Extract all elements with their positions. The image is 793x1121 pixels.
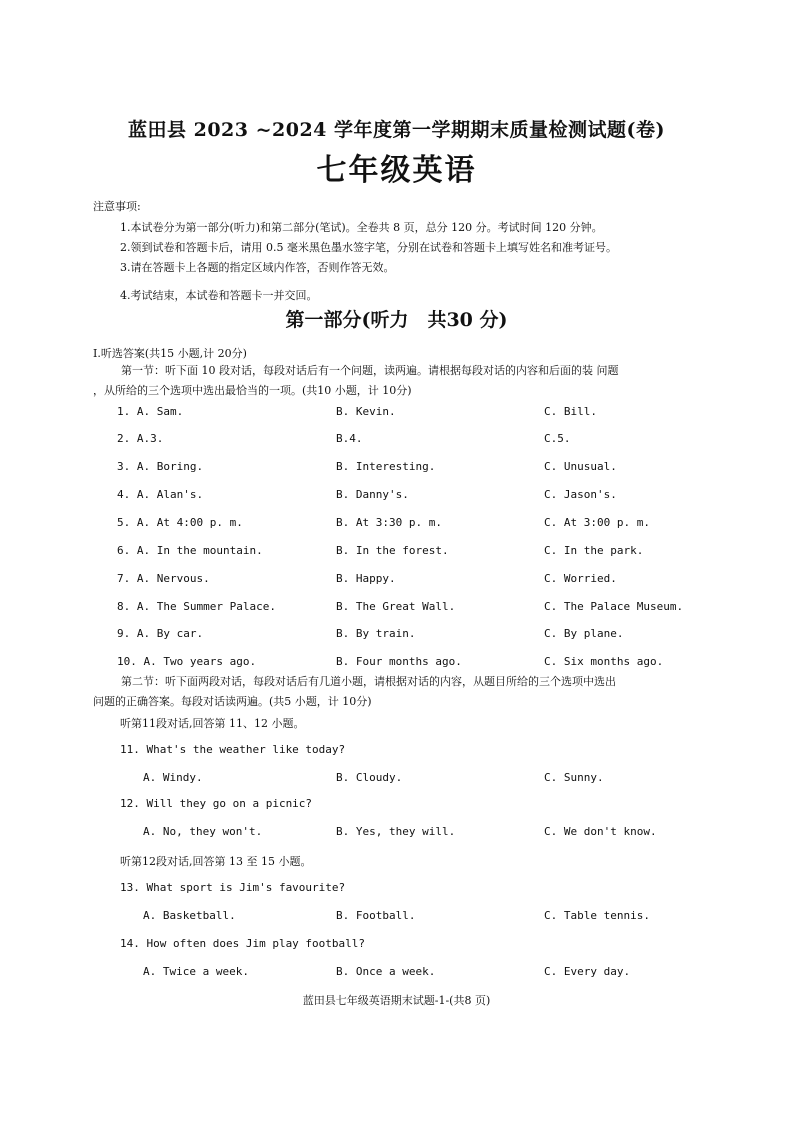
option-b: B.4. [336, 432, 363, 445]
option-b: B. At 3:30 p. m. [336, 516, 442, 529]
question-row [0, 655, 793, 673]
option-a: 9. A. By car. [117, 627, 204, 640]
question-row [0, 516, 793, 534]
question-text: 13. What sport is Jim's favourite? [120, 881, 346, 894]
notice-heading: 注意事项: [93, 200, 141, 213]
option-c: C. Worried. [544, 572, 617, 585]
option-b: B. The Great Wall. [336, 600, 456, 613]
notice-item: 4.考试结束，本试卷和答题卡一并交回。 [120, 289, 318, 302]
question-row [0, 460, 793, 478]
option-a: A. Twice a week. [143, 965, 249, 978]
dialog-note: 听第11段对话,回答第 11、12 小题。 [120, 717, 305, 730]
option-c: C. Table tennis. [544, 909, 650, 922]
option-b: B. Yes, they will. [336, 825, 456, 838]
option-a: 7. A. Nervous. [117, 572, 210, 585]
question-options [0, 825, 793, 843]
question-row [0, 600, 793, 618]
option-c: C. Sunny. [544, 771, 604, 784]
section-instructions: 第一节：听下面 10 段对话，每段对话后有一个问题，读两遍。请根据每段对话的内容和后面的装 问题 ，从所给的三个选项中选出最恰当的一项。(共10 小题，计 10分) [93, 364, 619, 397]
section-heading: Ⅰ.听选答案(共15 小题,计 20分) [93, 347, 247, 360]
question-row [0, 544, 793, 562]
option-b: B. Danny's. [336, 488, 409, 501]
option-c: C. We don't know. [544, 825, 657, 838]
question-text: 11. What's the weather like today? [120, 743, 346, 756]
exam-title: 蓝田县 2023 ~2024 学年度第一学期期末质量检测试题(卷) [127, 119, 665, 141]
question-row [0, 627, 793, 645]
option-c: C. Six months ago. [544, 655, 664, 668]
option-b: B. Football. [336, 909, 416, 922]
notice-item: 3.请在答题卡上各题的指定区域内作答，否则作答无效。 [120, 261, 395, 274]
option-a: 10. A. Two years ago. [117, 655, 257, 668]
option-b: B. Four months ago. [336, 655, 462, 668]
option-a: 5. A. At 4:00 p. m. [117, 516, 243, 529]
question-options [0, 965, 793, 983]
option-b: B. By train. [336, 627, 416, 640]
question-text: 12. Will they go on a picnic? [120, 797, 313, 810]
question-row [0, 432, 793, 450]
option-a: A. Basketball. [143, 909, 236, 922]
question-options [0, 771, 793, 789]
option-c: C. By plane. [544, 627, 624, 640]
question-options [0, 909, 793, 927]
option-b: B. Kevin. [336, 405, 396, 418]
option-b: B. Interesting. [336, 460, 436, 473]
option-a: 2. A.3. [117, 432, 164, 445]
option-a: 1. A. Sam. [117, 405, 184, 418]
dialog-note: 听第12段对话,回答第 13 至 15 小题。 [120, 855, 312, 868]
option-c: C.5. [544, 432, 571, 445]
option-b: B. In the forest. [336, 544, 449, 557]
question-row [0, 572, 793, 590]
option-c: C. Jason's. [544, 488, 617, 501]
option-b: B. Once a week. [336, 965, 436, 978]
part-one-title: 第一部分(听力 共30 分) [285, 309, 508, 331]
subject-title: 七年级英语 [316, 153, 477, 188]
option-c: C. Bill. [544, 405, 597, 418]
option-a: 6. A. In the mountain. [117, 544, 263, 557]
option-c: C. Every day. [544, 965, 631, 978]
notice-item: 1.本试卷分为第一部分(听力)和第二部分(笔试)。全卷共 8 页，总分 120 分。考试时间 120 分钟。 [120, 221, 603, 234]
option-a: 3. A. Boring. [117, 460, 204, 473]
option-a: A. Windy. [143, 771, 203, 784]
option-a: 8. A. The Summer Palace. [117, 600, 276, 613]
option-c: C. The Palace Museum. [544, 600, 684, 613]
question-row [0, 405, 793, 423]
option-a: A. No, they won't. [143, 825, 263, 838]
notice-item: 2.领到试卷和答题卡后，请用 0.5 毫米黑色墨水签字笔，分别在试卷和答题卡上填写姓名和准考证号。 [120, 241, 617, 254]
option-b: B. Happy. [336, 572, 396, 585]
option-c: C. Unusual. [544, 460, 617, 473]
page-footer: 蓝田县七年级英语期末试题-1-(共8 页) [302, 994, 491, 1007]
question-row [0, 488, 793, 506]
option-c: C. In the park. [544, 544, 644, 557]
option-a: 4. A. Alan's. [117, 488, 204, 501]
option-c: C. At 3:00 p. m. [544, 516, 650, 529]
question-text: 14. How often does Jim play football? [120, 937, 366, 950]
section-two-instructions: 第二节：听下面两段对话，每段对话后有几道小题，请根据对话的内容，从题目所给的三个选项中选出 问题的正确答案。每段对话读两遍。(共5 小题，计 10分) [93, 675, 616, 708]
option-b: B. Cloudy. [336, 771, 403, 784]
